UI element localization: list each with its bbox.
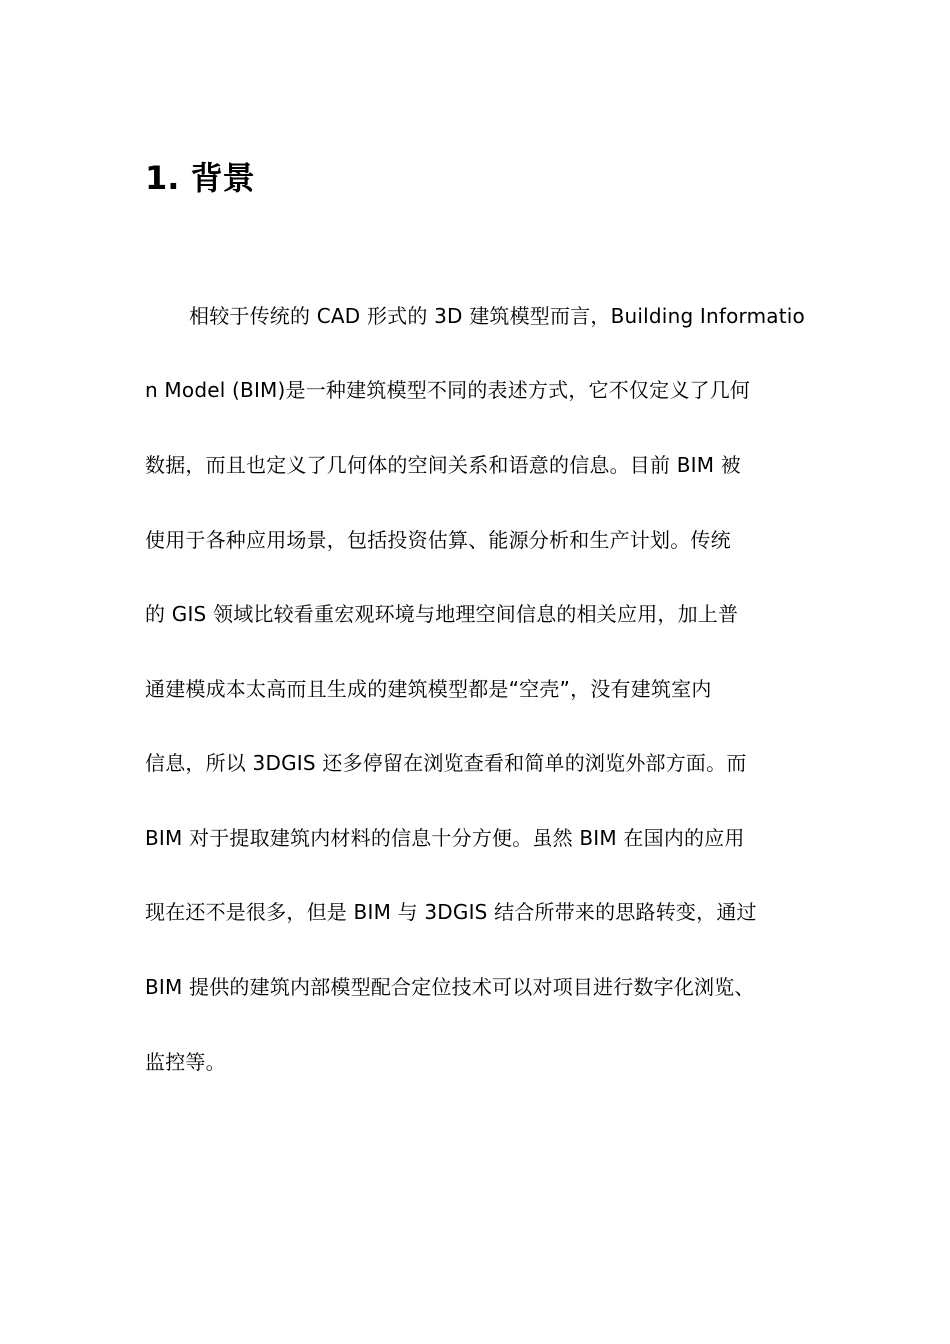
paragraph-line: 信息，所以 3DGIS 还多停留在浏览查看和简单的浏览外部方面。而 (145, 751, 747, 775)
paragraph-line: 数据，而且也定义了几何体的空间关系和语意的信息。目前 BIM 被 (145, 453, 741, 477)
paragraph-line: BIM 提供的建筑内部模型配合定位技术可以对项目进行数字化浏览、 (145, 975, 755, 999)
paragraph-line: 相较于传统的 CAD 形式的 3D 建筑模型而言，Building Informatio (189, 304, 805, 328)
paragraph-line: 通建模成本太高而且生成的建筑模型都是“空壳”，没有建筑室内 (145, 677, 712, 701)
paragraph-line: BIM 对于提取建筑内材料的信息十分方便。虽然 BIM 在国内的应用 (145, 826, 745, 850)
paragraph-line: 的 GIS 领域比较看重宏观环境与地理空间信息的相关应用，加上普 (145, 602, 739, 626)
section-heading: 1. 背景 (145, 159, 255, 197)
paragraph-line: 使用于各种应用场景，包括投资估算、能源分析和生产计划。传统 (145, 528, 731, 552)
paragraph-line: 现在还不是很多，但是 BIM 与 3DGIS 结合所带来的思路转变，通过 (145, 900, 757, 924)
paragraph-line: n Model (BIM)是一种建筑模型不同的表述方式，它不仅定义了几何 (145, 378, 751, 402)
paragraph-line: 监控等。 (145, 1050, 226, 1074)
